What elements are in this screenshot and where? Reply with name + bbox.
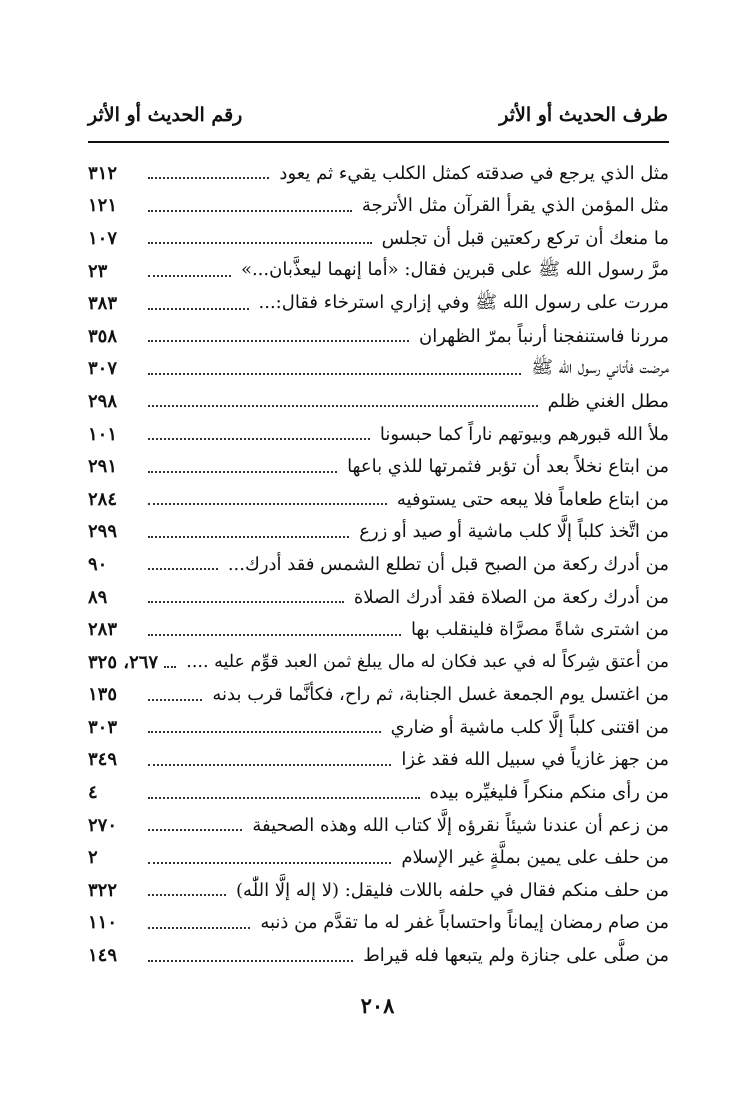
index-entry (88, 516, 669, 549)
index-entry (88, 255, 669, 288)
entry-number: ١٤٩ (88, 945, 118, 967)
entry-number: ٢٣ (88, 260, 108, 282)
index-entry (88, 874, 669, 907)
header-number-column: رقم الحديث أو الأثر (88, 104, 243, 126)
entry-number: ٢٩٩ (88, 521, 118, 543)
entry-text: من صلَّى على جنازة ولم يتبعها فله قيراط (363, 945, 669, 967)
entry-number: ٢ (88, 847, 98, 869)
index-entry (88, 222, 669, 255)
index-entry (88, 418, 669, 451)
header-rule (88, 141, 669, 143)
dot-leader (148, 438, 370, 440)
dot-leader (148, 471, 337, 473)
entry-text: من اتَّخذ كلباً إلَّا كلب ماشية أو صيد أو زرع (359, 521, 669, 543)
index-entry (88, 287, 669, 320)
entry-number: ١٣٥ (88, 684, 118, 706)
dot-leader (148, 242, 372, 244)
entry-number: ٤ (88, 782, 98, 804)
entry-number: ٢٩١ (88, 456, 118, 478)
dot-leader (148, 340, 409, 342)
entry-number: ١٠١ (88, 423, 118, 445)
entry-number: ١٢١ (88, 195, 118, 217)
entry-text: ما منعك أن تركع ركعتين قبل أن تجلس (381, 227, 669, 249)
entry-number: ٣٤٩ (88, 749, 118, 771)
header-hadith-column: طرف الحديث أو الأثر (499, 104, 668, 126)
index-entry (88, 776, 669, 809)
index-entry (88, 581, 669, 614)
entry-text: من ابتاع طعاماً فلا يبعه حتى يستوفيه (396, 488, 669, 510)
dot-leader (148, 568, 218, 570)
dot-leader (148, 764, 391, 766)
index-entry (88, 809, 669, 842)
entry-number: ٣٠٣ (88, 716, 118, 738)
dot-leader (164, 666, 176, 668)
dot-leader (148, 960, 353, 962)
entry-number: ٢٧٠ (88, 814, 118, 836)
entry-text: من ابتاع نخلاً بعد أن تؤبر فثمرتها للذي باعها (347, 456, 669, 478)
entry-text: مررت على رسول الله ﷺ وفي إزاري استرخاء فقال:... (258, 291, 669, 313)
index-entry (88, 939, 669, 972)
entry-number: ٢٨٣ (88, 619, 118, 641)
entry-text: من صام رمضان إيماناً واحتساباً غفر له ما تقدَّم من ذنبه (260, 912, 669, 934)
entry-text: من أدرك ركعة من الصبح قبل أن تطلع الشمس فقد أدرك... (227, 553, 669, 575)
entry-text: من حلف منكم فقال في حلفه باللات فليقل: (لا إله إلَّا اللّٰه) (236, 879, 669, 901)
index-entry (88, 385, 669, 418)
entry-text: من أدرك ركعة من الصلاة فقد أدرك الصلاة (353, 586, 669, 608)
entry-text: مرضت فأتاني رسول الله ﷺ (531, 356, 669, 378)
dot-leader (148, 503, 387, 505)
entry-text: من أعتق شِركاً له في عبد فكان له مال يبلغ ثمن العبد قوِّم عليه .... (186, 652, 669, 673)
index-entry (88, 157, 669, 190)
index-entry (88, 190, 669, 223)
entry-number: ١١٠ (88, 912, 118, 934)
dot-leader (148, 373, 521, 375)
entry-number: ٣٢٢ (88, 879, 118, 901)
entry-text: من حلف على يمين بملَّةٍ غير الإسلام (401, 847, 669, 869)
dot-leader (148, 210, 352, 212)
entry-text: من جهز غازياً في سبيل الله فقد غزا (401, 749, 669, 771)
entry-number: ٣٥٨ (88, 325, 118, 347)
hadith-index-list (88, 157, 669, 972)
entry-number: ٣٨٣ (88, 293, 118, 315)
dot-leader (148, 634, 401, 636)
index-entry (88, 907, 669, 940)
entry-number: ١٠٧ (88, 227, 118, 249)
index-entry (88, 744, 669, 777)
dot-leader (148, 862, 391, 864)
entry-text: مثل الذي يرجع في صدقته كمثل الكلب يقيء ثم يعود (279, 162, 669, 184)
dot-leader (148, 797, 420, 799)
index-entry (88, 646, 669, 679)
dot-leader (148, 699, 202, 701)
entry-number: ٢٩٨ (88, 390, 118, 412)
dot-leader (148, 536, 349, 538)
index-entry (88, 450, 669, 483)
table-header (88, 98, 668, 136)
entry-number: ٩٠ (88, 553, 108, 575)
entry-text: من زعم أن عندنا شيئاً نقرؤه إلَّا كتاب الله وهذه الصحيفة (252, 814, 669, 836)
entry-text: من اغتسل يوم الجمعة غسل الجنابة، ثم راح، فكأنَّما قرب بدنه (212, 684, 669, 706)
dot-leader (148, 308, 249, 310)
dot-leader (148, 731, 381, 733)
entry-text: مررنا فاستنفجنا أرنباً بمرّ الظهران (419, 325, 669, 347)
entry-number: ٣١٢ (88, 162, 118, 184)
entry-number: ٢٦٧، ٣٢٥ (88, 651, 159, 673)
index-entry (88, 483, 669, 516)
dot-leader (148, 894, 226, 896)
dot-leader (148, 829, 242, 831)
index-entry (88, 679, 669, 712)
dot-leader (148, 927, 250, 929)
dot-leader (148, 275, 231, 277)
entry-text: من رأى منكم منكراً فليغيِّره بيده (429, 782, 669, 804)
index-entry (88, 711, 669, 744)
index-entry (88, 613, 669, 646)
page-number: ٢٠٨ (360, 993, 395, 1018)
entry-number: ٨٩ (88, 586, 108, 608)
entry-number: ٢٨٤ (88, 488, 118, 510)
index-entry (88, 353, 669, 386)
dot-leader (148, 177, 269, 179)
entry-text: من اقتنى كلباً إلَّا كلب ماشية أو ضاري (390, 716, 669, 738)
entry-text: مثل المؤمن الذي يقرأ القرآن مثل الأترجة (361, 195, 669, 217)
index-entry (88, 548, 669, 581)
entry-text: ملأ الله قبورهم وبيوتهم ناراً كما حبسونا (379, 423, 669, 445)
index-entry (88, 841, 669, 874)
entry-text: مرَّ رسول الله ﷺ على قبرين فقال: «أما إنهما ليعذَّبان...» (240, 259, 669, 281)
entry-text: من اشترى شاةً مصرَّاة فلينقلب بها (410, 619, 669, 641)
dot-leader (148, 601, 344, 603)
dot-leader (148, 405, 538, 407)
entry-number: ٣٠٧ (88, 358, 118, 380)
entry-text: مطل الغني ظلم (547, 390, 669, 412)
index-entry (88, 320, 669, 353)
